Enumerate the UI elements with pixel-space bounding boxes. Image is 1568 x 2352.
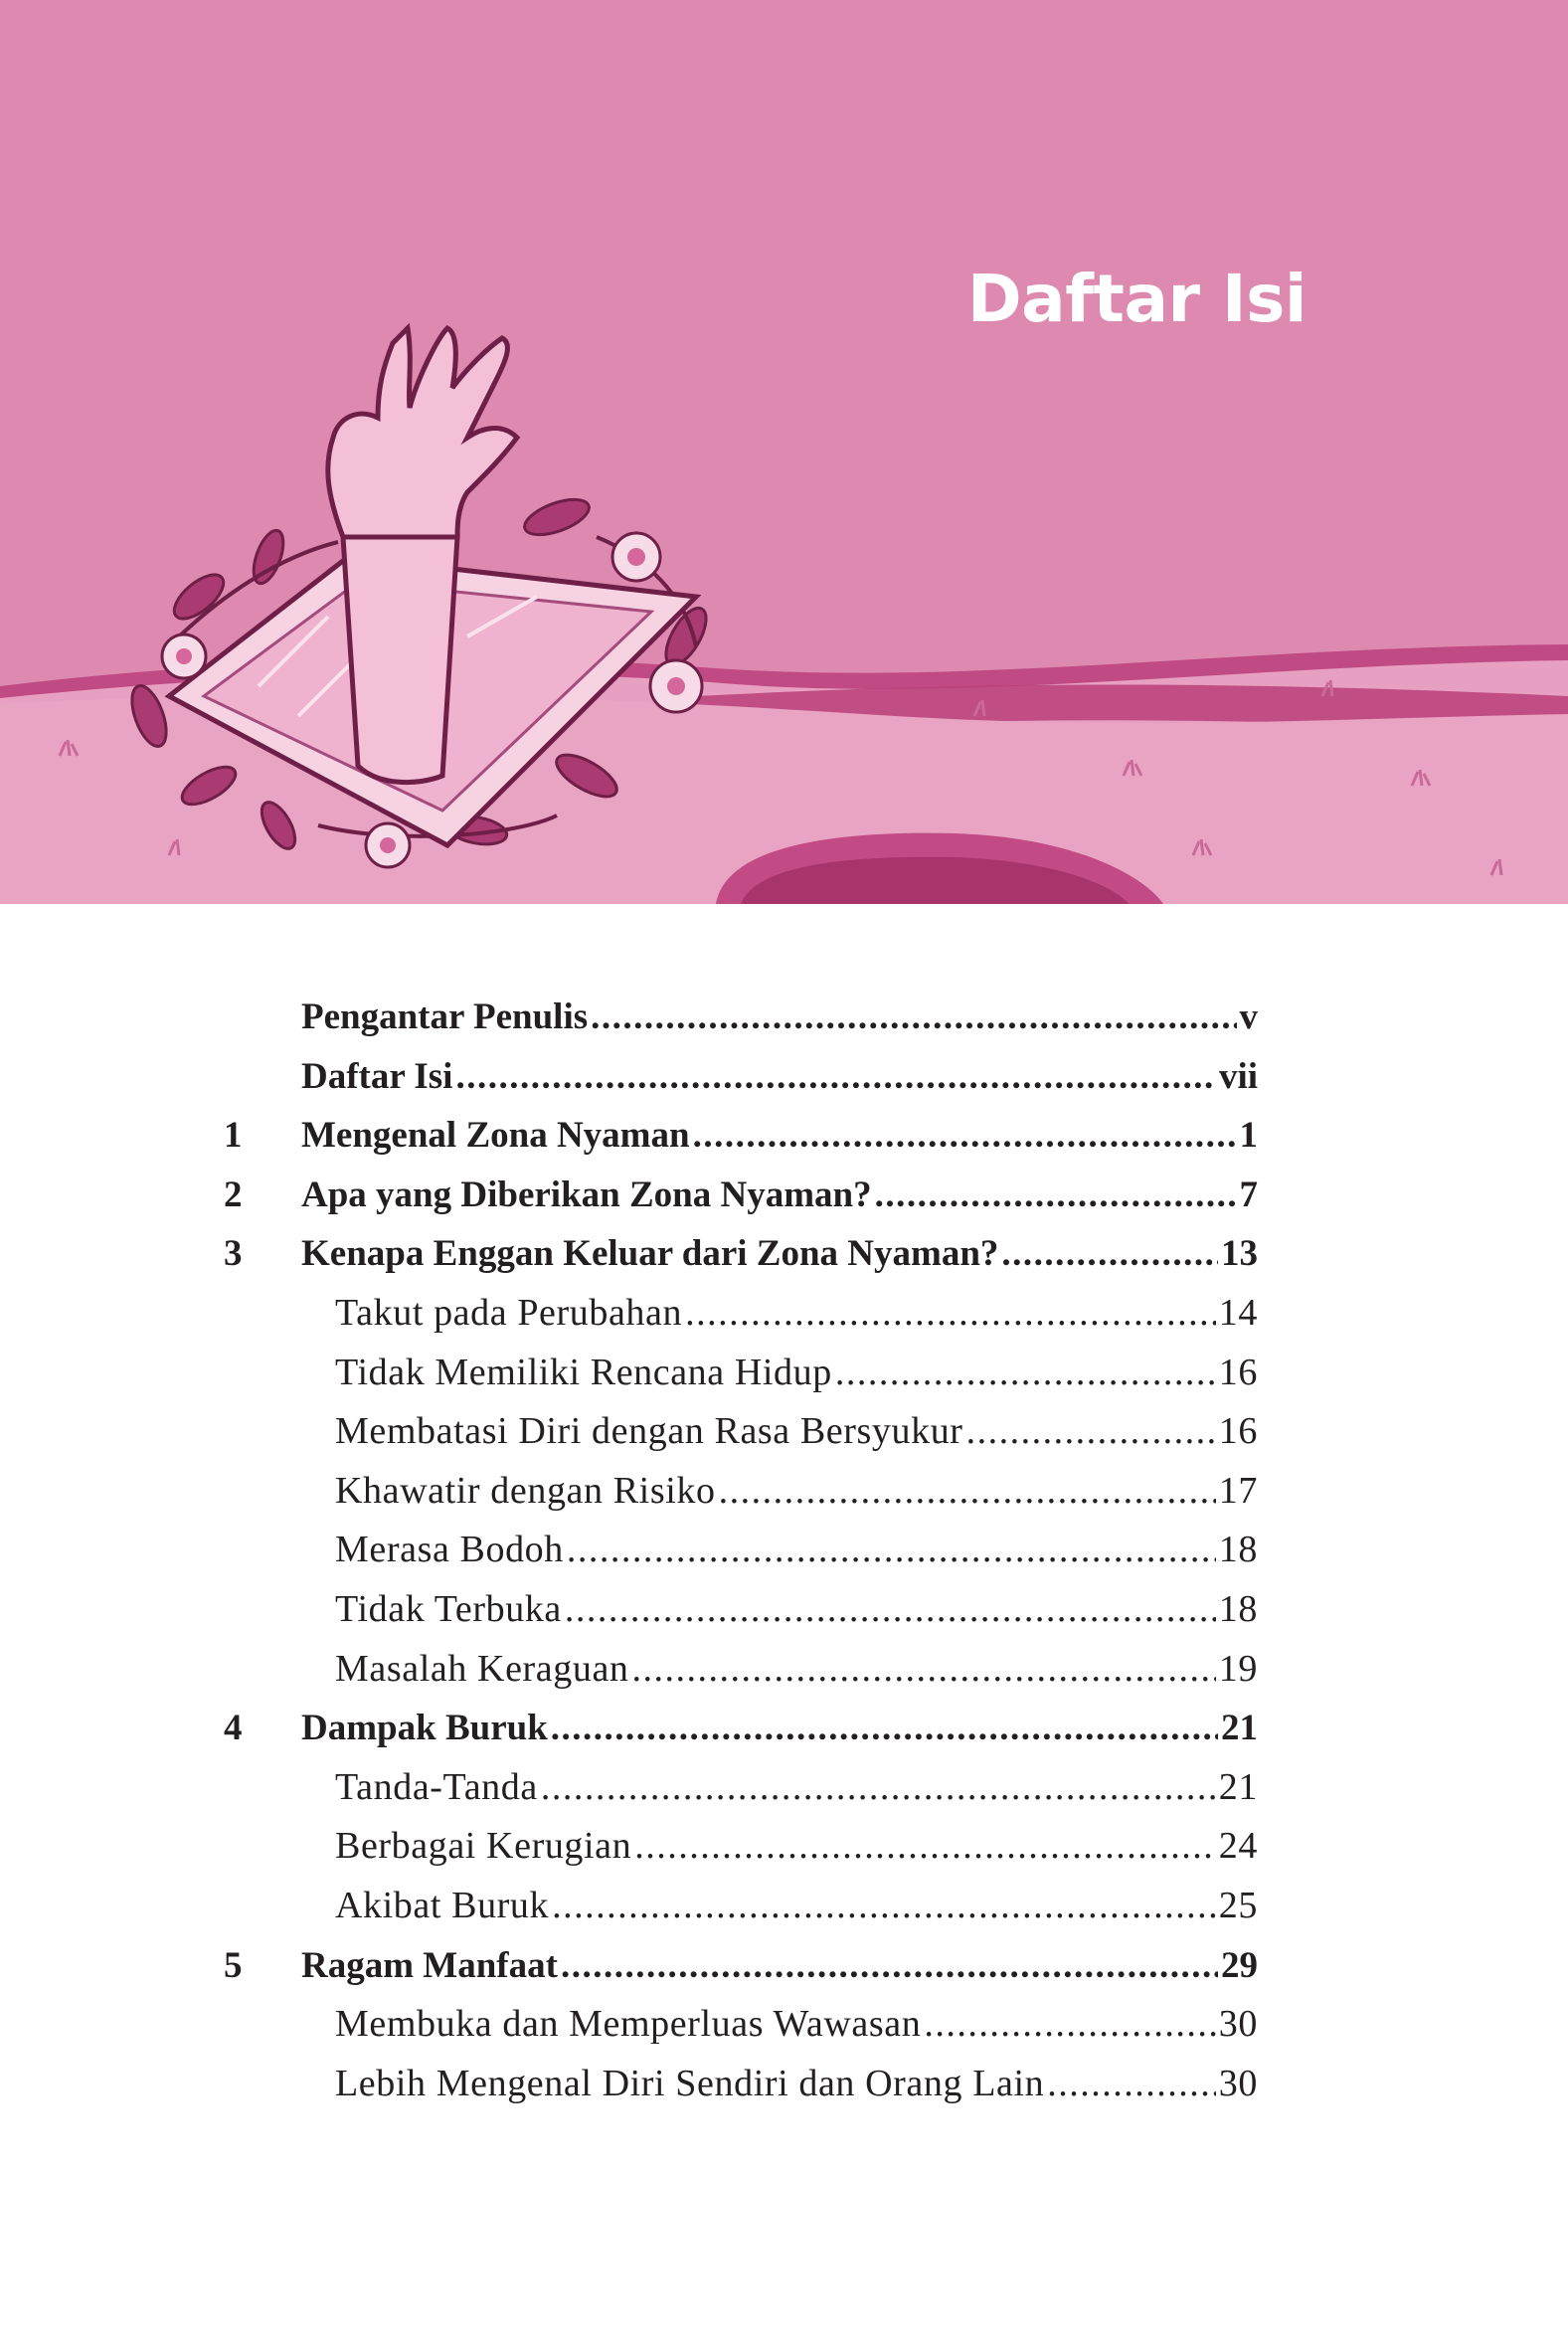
dot-leader xyxy=(561,1936,1218,1996)
toc-section-entry[interactable] xyxy=(224,1758,1258,1818)
toc-entry-page-number: 30 xyxy=(1218,2003,1258,2046)
toc-entry-number: 2 xyxy=(224,1174,243,1215)
dot-leader xyxy=(632,1640,1216,1700)
toc-entry-title: Tidak Terbuka xyxy=(335,1587,562,1630)
toc-entry-page-number: 14 xyxy=(1218,1291,1258,1334)
dot-leader xyxy=(685,1284,1216,1344)
toc-section-entry[interactable] xyxy=(224,1817,1258,1877)
toc-entry-title: Masalah Keraguan xyxy=(335,1647,629,1690)
toc-entry-number: 5 xyxy=(224,1944,243,1986)
toc-entry-page-number: 25 xyxy=(1218,1884,1258,1926)
toc-entry-page-number: 18 xyxy=(1218,1587,1258,1630)
dot-leader xyxy=(693,1106,1237,1166)
arm xyxy=(343,537,457,783)
toc-section-entry[interactable] xyxy=(224,1995,1258,2055)
toc-entry-title: Pengantar Penulis xyxy=(301,996,589,1037)
toc-chapter-entry[interactable] xyxy=(224,1224,1258,1284)
toc-entry-page-number: 1 xyxy=(1239,1115,1258,1157)
toc-section-entry[interactable] xyxy=(224,1284,1258,1344)
toc-entry-number: 4 xyxy=(224,1708,243,1749)
toc-entry-title: Daftar Isi xyxy=(301,1055,453,1097)
toc-entry-page-number: 29 xyxy=(1221,1944,1258,1986)
toc-entry-page-number: 30 xyxy=(1218,2062,1258,2104)
toc-section-entry[interactable] xyxy=(224,1640,1258,1700)
toc-chapter-entry[interactable] xyxy=(224,1936,1258,1996)
toc-section-entry[interactable] xyxy=(224,2055,1258,2114)
toc-entry-title: Membatasi Diri dengan Rasa Bersyukur xyxy=(335,1410,963,1453)
toc-entry-title: Takut pada Perubahan xyxy=(335,1291,683,1334)
toc-entry-page-number: 7 xyxy=(1239,1174,1258,1215)
toc-entry-title: Lebih Mengenal Diri Sendiri dan Orang Lain xyxy=(335,2062,1045,2104)
hand-from-mirror-illustration xyxy=(0,0,1568,904)
toc-entry-page-number: 17 xyxy=(1218,1469,1258,1512)
toc-section-entry[interactable] xyxy=(224,1402,1258,1462)
dot-leader xyxy=(567,1521,1216,1580)
toc-chapter-entry[interactable] xyxy=(224,1699,1258,1758)
toc-entry-title: Tidak Memiliki Rencana Hidup xyxy=(335,1351,832,1393)
toc-entry-page-number: 19 xyxy=(1218,1647,1258,1690)
dot-leader xyxy=(541,1758,1216,1818)
toc-entry-page-number: 16 xyxy=(1218,1410,1258,1453)
toc-entry-page-number: 24 xyxy=(1218,1825,1258,1868)
toc-entry-page-number: 21 xyxy=(1218,1765,1258,1808)
toc-section-entry[interactable] xyxy=(224,1580,1258,1640)
toc-section-entry[interactable] xyxy=(224,1344,1258,1403)
dot-leader xyxy=(966,1402,1216,1462)
toc-chapter-entry[interactable] xyxy=(224,988,1258,1047)
toc-entry-number: 1 xyxy=(224,1115,243,1157)
toc-entry-title: Membuka dan Memperluas Wawasan xyxy=(335,2003,922,2046)
toc-entry-page-number: 18 xyxy=(1218,1529,1258,1571)
toc-entry-title: Apa yang Diberikan Zona Nyaman? xyxy=(301,1174,872,1215)
page-title: Daftar Isi xyxy=(966,261,1307,337)
toc-section-entry[interactable] xyxy=(224,1877,1258,1936)
toc-entry-title: Merasa Bodoh xyxy=(335,1529,564,1571)
toc-entry-title: Ragam Manfaat xyxy=(301,1944,558,1986)
toc-chapter-entry[interactable] xyxy=(224,1106,1258,1166)
toc-entry-title: Akibat Buruk xyxy=(335,1884,550,1926)
toc-entry-title: Khawatir dengan Risiko xyxy=(335,1469,716,1512)
toc-entry-title: Dampak Buruk xyxy=(301,1708,548,1749)
dot-leader xyxy=(565,1580,1216,1640)
toc-entry-page-number: 21 xyxy=(1221,1708,1258,1749)
dot-leader xyxy=(455,1047,1215,1107)
toc-section-entry[interactable] xyxy=(224,1462,1258,1522)
dot-leader xyxy=(719,1462,1216,1522)
toc-entry-title: Tanda-Tanda xyxy=(335,1765,538,1808)
dot-leader xyxy=(1001,1224,1218,1284)
dot-leader xyxy=(1047,2055,1216,2114)
toc-entry-page-number: 16 xyxy=(1218,1351,1258,1393)
toc-chapter-entry[interactable] xyxy=(224,1047,1258,1107)
toc-section-entry[interactable] xyxy=(224,1521,1258,1580)
dot-leader xyxy=(552,1877,1216,1936)
dot-leader xyxy=(591,988,1236,1047)
chapter-header-illustration xyxy=(0,0,1568,904)
toc-chapter-entry[interactable] xyxy=(224,1166,1258,1225)
dot-leader xyxy=(634,1817,1216,1877)
toc-entry-title: Kenapa Enggan Keluar dari Zona Nyaman? xyxy=(301,1233,999,1275)
toc-entry-page-number: 13 xyxy=(1221,1233,1258,1275)
toc-entry-page-number: v xyxy=(1239,996,1258,1037)
dot-leader xyxy=(875,1166,1237,1225)
table-of-contents xyxy=(224,988,1258,2113)
toc-entry-page-number: vii xyxy=(1218,1055,1258,1097)
toc-entry-title: Berbagai Kerugian xyxy=(335,1825,632,1868)
dot-leader xyxy=(551,1699,1218,1758)
toc-entry-number: 3 xyxy=(224,1233,243,1275)
dot-leader xyxy=(924,1995,1215,2055)
toc-entry-title: Mengenal Zona Nyaman xyxy=(301,1115,690,1157)
dot-leader xyxy=(835,1344,1216,1403)
